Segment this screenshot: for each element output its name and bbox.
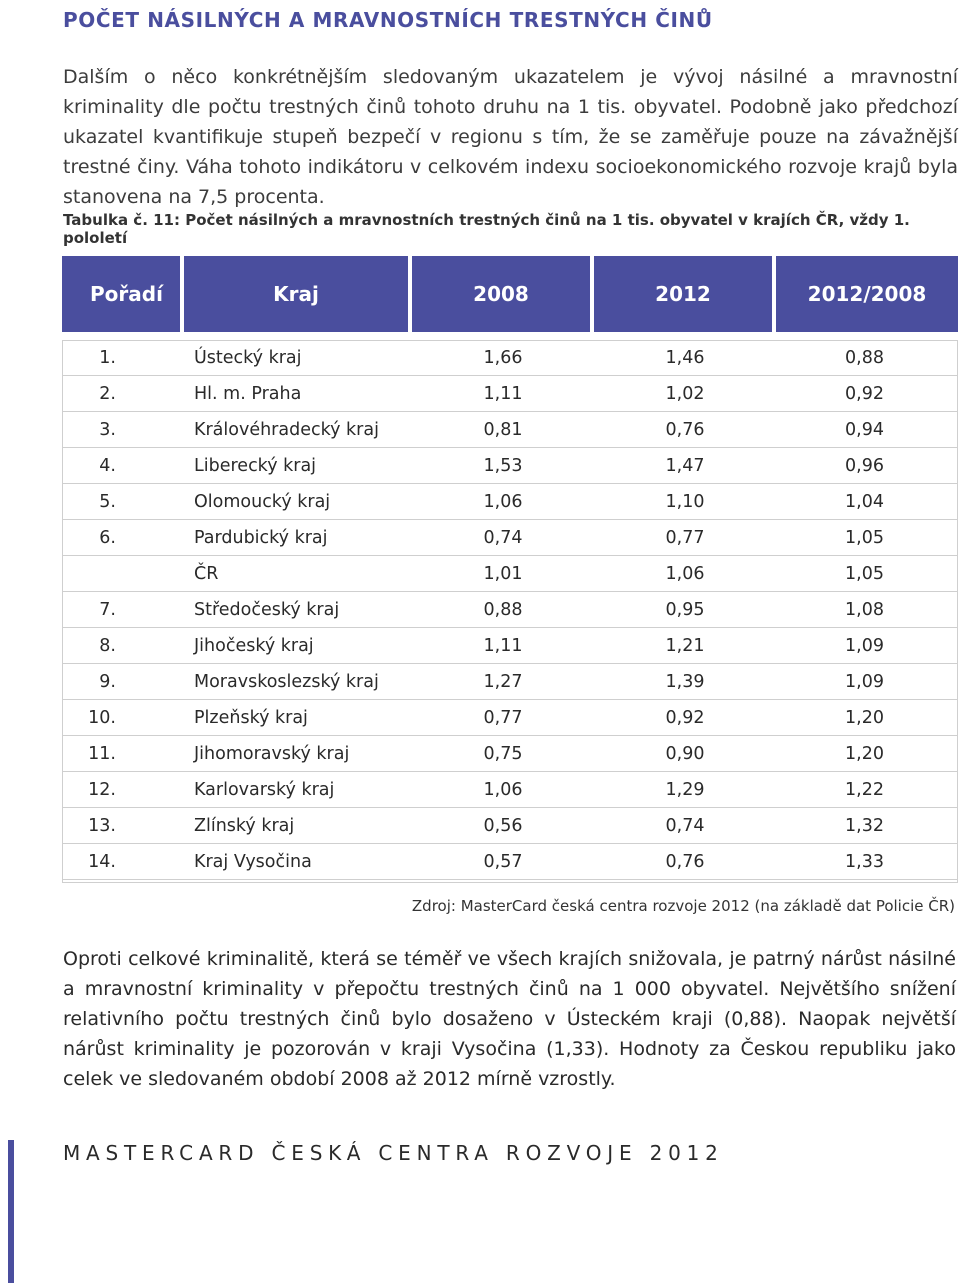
- value-2012-cell: 1,21: [594, 628, 776, 664]
- rank-cell: 3.: [62, 412, 184, 448]
- footer-accent-bar: [8, 1140, 14, 1283]
- region-cell: Ústecký kraj: [184, 340, 412, 376]
- region-cell: Zlínský kraj: [184, 808, 412, 844]
- region-cell: Moravskoslezský kraj: [184, 664, 412, 700]
- table-row: [62, 520, 958, 556]
- ratio-cell: 1,09: [776, 664, 958, 700]
- region-cell: Kraj Vysočina: [184, 844, 412, 880]
- value-2008-cell: 1,11: [412, 376, 594, 412]
- table-row: [62, 664, 958, 700]
- table-row: [62, 376, 958, 412]
- region-cell: Olomoucký kraj: [184, 484, 412, 520]
- value-2008-cell: 0,81: [412, 412, 594, 448]
- value-2008-cell: 1,11: [412, 628, 594, 664]
- value-2012-cell: 1,47: [594, 448, 776, 484]
- ratio-cell: 1,33: [776, 844, 958, 880]
- header-rank: Pořadí: [62, 256, 184, 332]
- ratio-cell: 1,20: [776, 700, 958, 736]
- ratio-cell: 0,94: [776, 412, 958, 448]
- rank-cell: 8.: [62, 628, 184, 664]
- value-2012-cell: 1,29: [594, 772, 776, 808]
- value-2012-cell: 0,92: [594, 700, 776, 736]
- value-2012-cell: 1,46: [594, 340, 776, 376]
- table-row: [62, 844, 958, 880]
- rank-cell: 6.: [62, 520, 184, 556]
- rank-cell: 4.: [62, 448, 184, 484]
- value-2012-cell: 0,74: [594, 808, 776, 844]
- rank-cell: 5.: [62, 484, 184, 520]
- value-2012-cell: 0,90: [594, 736, 776, 772]
- rank-cell: 1.: [62, 340, 184, 376]
- ratio-cell: 1,04: [776, 484, 958, 520]
- rank-cell: 12.: [62, 772, 184, 808]
- rank-cell: [62, 556, 184, 592]
- table-header-row: [62, 256, 958, 332]
- region-cell: ČR: [184, 556, 412, 592]
- header-gap: [62, 332, 958, 340]
- region-cell: Jihočeský kraj: [184, 628, 412, 664]
- value-2012-cell: 0,77: [594, 520, 776, 556]
- table-row: [62, 340, 958, 376]
- value-2012-cell: 1,02: [594, 376, 776, 412]
- region-cell: Karlovarský kraj: [184, 772, 412, 808]
- region-cell: Liberecký kraj: [184, 448, 412, 484]
- value-2008-cell: 0,75: [412, 736, 594, 772]
- header-ratio: 2012/2008: [776, 256, 958, 332]
- value-2012-cell: 1,10: [594, 484, 776, 520]
- header-2008: 2008: [412, 256, 594, 332]
- table-row: [62, 448, 958, 484]
- table-row: [62, 592, 958, 628]
- value-2008-cell: 1,66: [412, 340, 594, 376]
- ratio-cell: 1,05: [776, 556, 958, 592]
- table-row: [62, 484, 958, 520]
- region-cell: Královéhradecký kraj: [184, 412, 412, 448]
- table-row: [62, 700, 958, 736]
- ratio-cell: 0,92: [776, 376, 958, 412]
- value-2012-cell: 0,76: [594, 844, 776, 880]
- rank-cell: 7.: [62, 592, 184, 628]
- value-2008-cell: 1,53: [412, 448, 594, 484]
- ratio-cell: 1,05: [776, 520, 958, 556]
- header-region: Kraj: [184, 256, 412, 332]
- region-cell: Středočeský kraj: [184, 592, 412, 628]
- value-2008-cell: 0,88: [412, 592, 594, 628]
- section-heading: POČET NÁSILNÝCH A MRAVNOSTNÍCH TRESTNÝCH ČINŮ: [63, 8, 713, 32]
- ratio-cell: 0,96: [776, 448, 958, 484]
- ratio-cell: 1,22: [776, 772, 958, 808]
- region-cell: Jihomoravský kraj: [184, 736, 412, 772]
- rank-cell: 13.: [62, 808, 184, 844]
- rank-cell: 14.: [62, 844, 184, 880]
- value-2008-cell: 0,74: [412, 520, 594, 556]
- intro-paragraph: Dalším o něco konkrétnějším sledovaným ukazatelem je vývoj násilné a mravnostní kriminality dle počtu trestných činů tohoto druhu na 1 tis. obyvatel. Podobně jako předchozí ukazatel kvantifikuje stupeň bezpečí v regionu s tím, že se zaměřuje pouze na závažnější trestné činy. Váha tohoto indikátoru v celkovém indexu socioekonomického rozvoje krajů byla stanovena na 7,5 procenta.: [63, 66, 958, 208]
- table-caption: Tabulka č. 11: Počet násilných a mravnostních trestných činů na 1 tis. obyvatel v krajích ČR, vždy 1. pololetí: [63, 211, 910, 247]
- crime-table: [62, 256, 958, 880]
- ratio-cell: 1,32: [776, 808, 958, 844]
- ratio-cell: 1,20: [776, 736, 958, 772]
- value-2008-cell: 0,77: [412, 700, 594, 736]
- rank-cell: 11.: [62, 736, 184, 772]
- rank-cell: 10.: [62, 700, 184, 736]
- table-row: [62, 556, 958, 592]
- value-2012-cell: 0,95: [594, 592, 776, 628]
- header-2012: 2012: [594, 256, 776, 332]
- region-cell: Plzeňský kraj: [184, 700, 412, 736]
- ratio-cell: 1,09: [776, 628, 958, 664]
- ratio-cell: 1,08: [776, 592, 958, 628]
- table-row: [62, 772, 958, 808]
- value-2008-cell: 0,57: [412, 844, 594, 880]
- table-row: [62, 412, 958, 448]
- value-2008-cell: 0,56: [412, 808, 594, 844]
- value-2012-cell: 1,06: [594, 556, 776, 592]
- table-row: [62, 628, 958, 664]
- table-row: [62, 736, 958, 772]
- source-note: Zdroj: MasterCard česká centra rozvoje 2012 (na základě dat Policie ČR): [411, 897, 955, 915]
- region-cell: Hl. m. Praha: [184, 376, 412, 412]
- value-2008-cell: 1,06: [412, 772, 594, 808]
- ratio-cell: 0,88: [776, 340, 958, 376]
- value-2012-cell: 1,39: [594, 664, 776, 700]
- value-2008-cell: 1,27: [412, 664, 594, 700]
- rank-cell: 2.: [62, 376, 184, 412]
- rank-cell: 9.: [62, 664, 184, 700]
- analysis-paragraph: Oproti celkové kriminalitě, která se téměř ve všech krajích snižovala, je patrný nárůst násilné a mravnostní kriminality v přepočtu trestných činů na 1 000 obyvatel. Největšího snížení relativního počtu trestných činů bylo dosaženo v Ústeckém kraji (0,88). Naopak největší nárůst kriminality je pozorován v kraji Vysočina (1,33). Hodnoty za Českou republiku jako celek ve sledovaném období 2008 až 2012 mírně vzrostly.: [63, 948, 956, 1090]
- region-cell: Pardubický kraj: [184, 520, 412, 556]
- value-2008-cell: 1,06: [412, 484, 594, 520]
- table-row: [62, 808, 958, 844]
- footer-title: MASTERCARD ČESKÁ CENTRA ROZVOJE 2012: [63, 1141, 724, 1165]
- value-2008-cell: 1,01: [412, 556, 594, 592]
- value-2012-cell: 0,76: [594, 412, 776, 448]
